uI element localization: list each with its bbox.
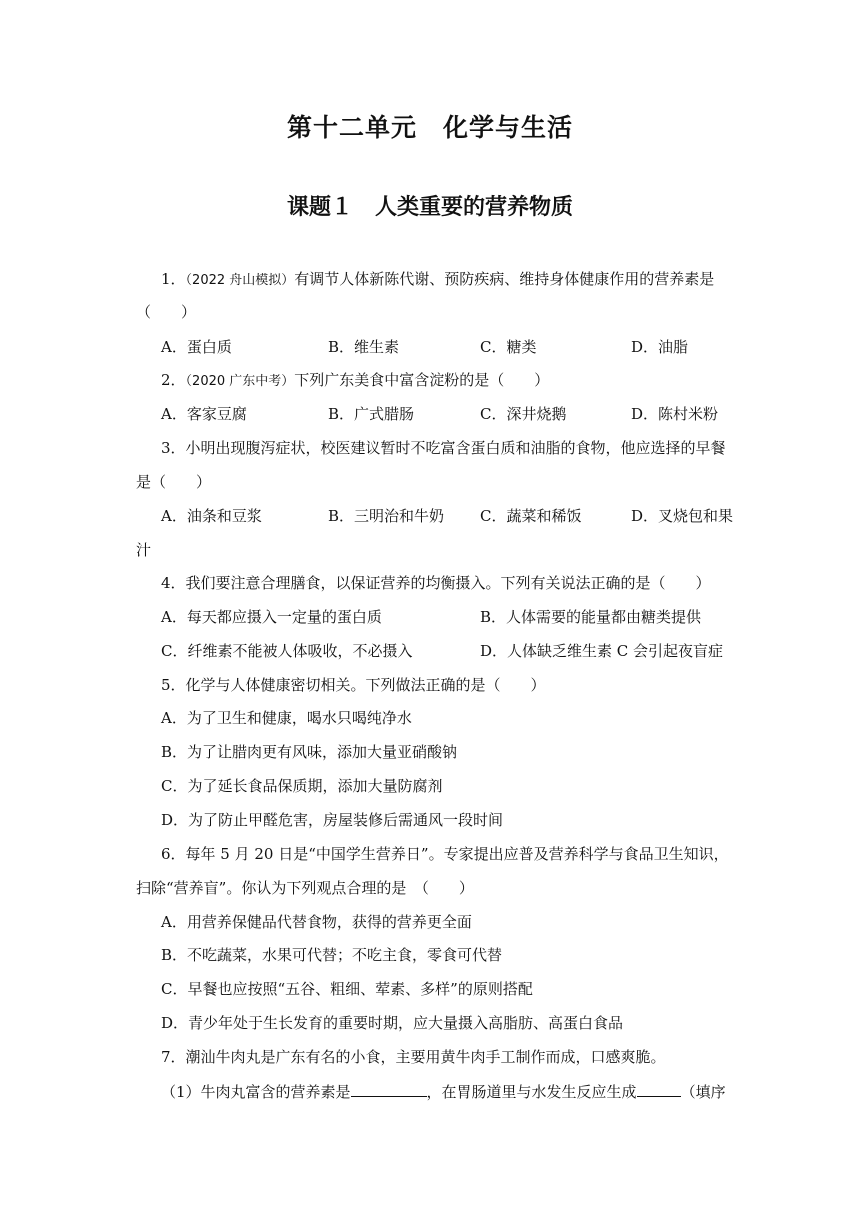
question-5-stem: 5．化学与人体健康密切相关。下列做法正确的是（ ）	[161, 676, 546, 694]
question-7-sub1	[161, 1080, 726, 1102]
question-1-option-b: B．维生素	[328, 338, 400, 356]
question-4-option-d: D．人体缺乏维生素 C 会引起夜盲症	[480, 642, 724, 660]
question-1-number: 1．	[161, 270, 186, 288]
question-1-option-d: D．油脂	[631, 338, 689, 356]
question-3-option-d-wrap: 汁	[136, 541, 152, 559]
question-5-option-a: A．为了卫生和健康，喝水只喝纯净水	[161, 709, 412, 727]
question-7-stem: 7．潮汕牛肉丸是广东有名的小食，主要用黄牛肉手工制作而成，口感爽脆。	[161, 1048, 666, 1066]
question-1-paren: （ ）	[136, 303, 197, 321]
question-1-option-c: C．糖类	[480, 338, 537, 356]
question-6-option-b: B．不吃蔬菜，水果可代替；不吃主食，零食可代替	[161, 946, 503, 964]
question-6-option-c: C．早餐也应按照“五谷、粗细、荤素、多样”的原则搭配	[161, 980, 533, 998]
question-2-source: （2020 广东中考）	[185, 374, 295, 389]
answer-blank-2[interactable]	[637, 1080, 681, 1097]
unit-title: 第十二单元 化学与生活	[286, 113, 573, 142]
question-2-option-a: A．客家豆腐	[161, 405, 247, 423]
question-6-option-a: A．用营养保健品代替食物，获得的营养更全面	[161, 913, 472, 931]
question-1-option-a: A．蛋白质	[161, 338, 232, 356]
question-4-stem: 4．我们要注意合理膳食，以保证营养的均衡摄入。下列有关说法正确的是（ ）	[161, 574, 711, 592]
question-3-stem-line2: 是（ ）	[136, 473, 212, 491]
question-1-source: （2022 舟山模拟）	[185, 273, 295, 288]
question-5-option-c: C．为了延长食品保质期，添加大量防腐剂	[161, 777, 443, 795]
question-2-option-d: D．陈村米粉	[631, 405, 719, 423]
question-7-sub1-part-b: ，在胃肠道里与水发生反应生成	[426, 1083, 637, 1101]
question-2-option-b: B．广式腊肠	[328, 405, 415, 423]
question-6-stem-line2: 扫除“营养盲”。你认为下列观点合理的是 （ ）	[136, 879, 474, 897]
question-6-stem-line1: 6．每年 5 月 20 日是“中国学生营养日”。专家提出应普及营养科学与食品卫生知识，	[161, 845, 729, 863]
question-3-option-b: B．三明治和牛奶	[328, 507, 445, 525]
lesson-title: 课题１ 人类重要的营养物质	[286, 195, 573, 220]
question-2-option-c: C．深井烧鹅	[480, 405, 567, 423]
question-2-text: 下列广东美食中富含淀粉的是（ ）	[294, 371, 550, 389]
question-1-text: 有调节人体新陈代谢、预防疾病、维持身体健康作用的营养素是	[294, 270, 715, 288]
question-2-stem	[161, 370, 549, 392]
question-7-sub1-part-a: （1）牛肉丸富含的营养素是	[161, 1083, 351, 1101]
question-6-option-d: D．青少年处于生长发育的重要时期，应大量摄入高脂肪、高蛋白食品	[161, 1014, 624, 1032]
question-3-option-d: D．叉烧包和果	[631, 507, 734, 525]
question-4-option-a: A．每天都应摄入一定量的蛋白质	[161, 608, 382, 626]
question-2-number: 2．	[161, 371, 186, 389]
question-5-option-b: B．为了让腊肉更有风味，添加大量亚硝酸钠	[161, 743, 458, 761]
question-4-option-b: B．人体需要的能量都由糖类提供	[480, 608, 702, 626]
question-3-stem-line1: 3．小明出现腹泻症状，校医建议暂时不吃富含蛋白质和油脂的食物，他应选择的早餐	[161, 439, 726, 457]
answer-blank-1[interactable]	[351, 1080, 427, 1097]
question-7-sub1-part-c: （填序	[680, 1083, 726, 1101]
question-4-option-c: C．纤维素不能被人体吸收，不必摄入	[161, 642, 413, 660]
question-5-option-d: D．为了防止甲醛危害，房屋装修后需通风一段时间	[161, 811, 504, 829]
question-1-stem	[161, 269, 714, 291]
question-3-option-c: C．蔬菜和稀饭	[480, 507, 582, 525]
question-3-option-a: A．油条和豆浆	[161, 507, 262, 525]
